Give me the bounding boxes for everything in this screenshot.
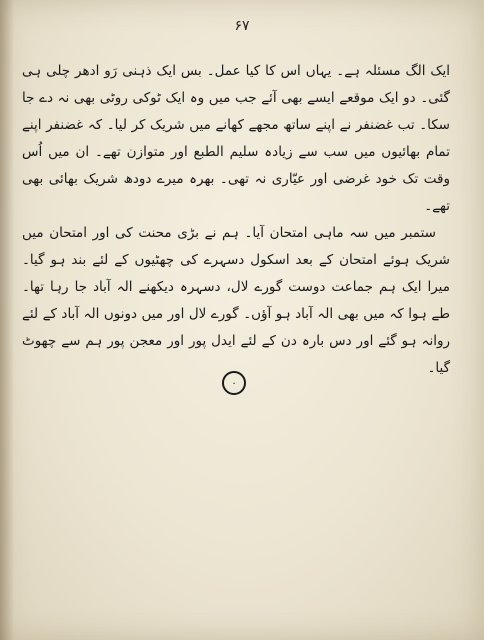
paragraph-2: ستمبر میں سہ ماہی امتحان آیا۔ ہم نے بڑی محنت کی اور امتحان میں شریک ہوئے امتحان کے بعد اسکول دسہرے کی چھٹیوں کے لئے بند ہو گیا۔ میرا ایک ہم جماعت دوست گورے لال، دسہرہ دیکھنے الہ آباد جا رہا تھا۔ طے ہوا کہ میں بھی الہ آباد ہو آؤں۔ گورے لال اور میں دونوں الہ آباد کے لئے روانہ ہو گئے اور دس بارہ دن کے لئے ایدل پور اور معجن پور ہم سے چھوٹ گیا۔ bbox=[22, 225, 450, 376]
section-end-mark bbox=[222, 371, 246, 395]
paragraph-1: ایک الگ مسئلہ ہے۔ یہاں اس کا کیا عمل۔ بس ایک ذہنی رَو ادھر چلی ہی گئی۔ دو ایک موقعے ایسے بھی آئے جب میں وہ ایک ٹوکی روٹی بھی نہ دے جا سکا۔ تب غضنفر نے اپنے ساتھ مجھے کھانے میں شریک کر لیا۔ کہ غضنفر اپنے تمام بھائیوں میں سب سے زیادہ سلیم الطبع اور متوازن تھے۔ ان میں اُس وقت تک خود غرضی اور عیّاری نہ تھی۔ بھرہ میرے دودھ شریک بھائی بھی تھے۔ bbox=[22, 63, 450, 214]
page-body-text bbox=[22, 58, 450, 382]
page-number: ۶۷ bbox=[234, 18, 250, 34]
end-mark-glyph: ۰ bbox=[231, 377, 237, 389]
spine-shadow bbox=[0, 0, 14, 640]
